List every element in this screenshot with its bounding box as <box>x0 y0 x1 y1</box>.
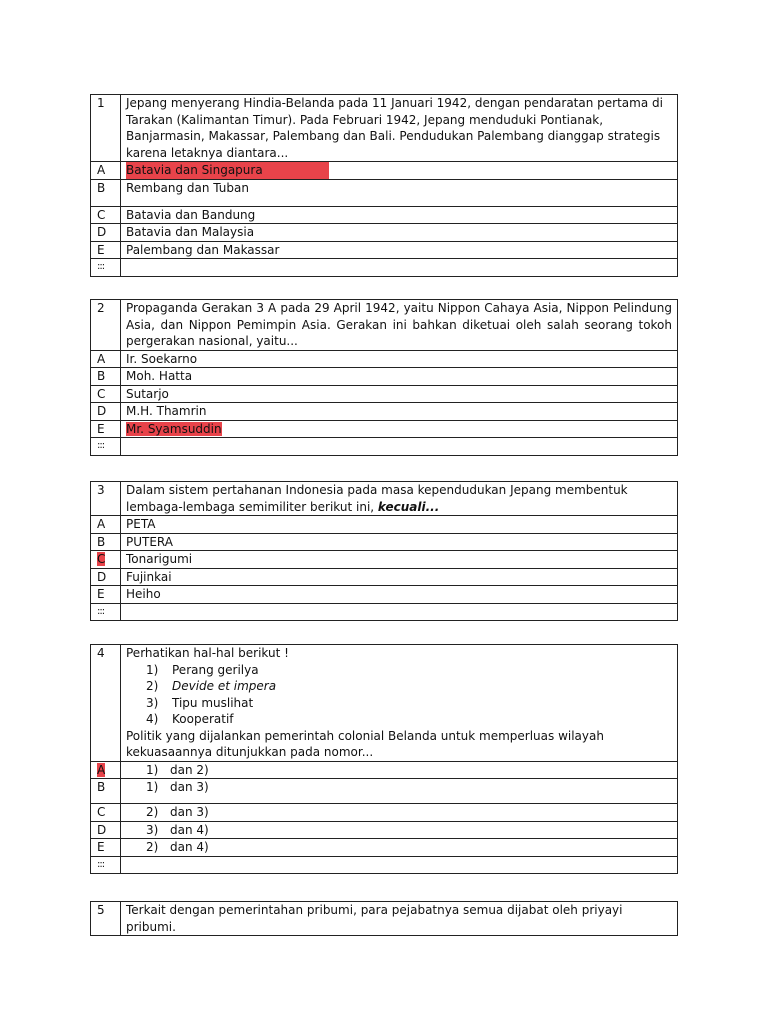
question-text: Terkait dengan pemerintahan pribumi, para pejabatnya semua dijabat oleh priyayi pribumi. <box>121 902 678 936</box>
option-key-answer <box>91 761 121 779</box>
answer-highlight: A <box>97 762 106 777</box>
option-text: Batavia dan Bandung <box>121 206 678 224</box>
answer-highlight: Batavia dan Singapura <box>126 162 329 179</box>
option-text: PETA <box>121 516 678 534</box>
option-key: B <box>91 533 121 551</box>
list-item: 3) Tipu muslihat <box>146 695 254 710</box>
option-text: Sutarjo <box>121 385 678 403</box>
empty-cell <box>121 856 678 874</box>
question-number: 5 <box>91 902 121 936</box>
question-5-table <box>90 901 678 936</box>
question-prompt: Politik yang dijalankan pemerintah colonial Belanda untuk memperluas wilayah kekuasaannya ditunjukkan pada nomor... <box>126 728 604 759</box>
option-key: A <box>91 162 121 180</box>
option-text: Moh. Hatta <box>121 368 678 386</box>
option-key: E <box>91 586 121 604</box>
answer-highlight: C <box>97 552 106 566</box>
option-text: 1) dan 2) <box>121 761 678 779</box>
option-key: A <box>91 516 121 534</box>
question-number: 1 <box>91 95 121 162</box>
option-text: M.H. Thamrin <box>121 403 678 421</box>
question-4-table <box>90 644 678 874</box>
more-options-marker: ::: <box>91 856 121 874</box>
list-item: 2) Devide et impera <box>146 679 277 693</box>
question-number: 2 <box>91 300 121 351</box>
option-key: D <box>91 568 121 586</box>
option-key: E <box>91 241 121 259</box>
more-options-marker: ::: <box>91 438 121 456</box>
option-key: D <box>91 821 121 839</box>
question-2-table <box>90 299 678 456</box>
question-1-table <box>90 94 678 277</box>
question-number: 4 <box>91 645 121 762</box>
question-3-table <box>90 481 678 621</box>
question-text: Jepang menyerang Hindia-Belanda pada 11 Januari 1942, dengan pendaratan pertama di Tarakan (Kalimantan Timur). Pada Februari 1942, Jepang menduduki Pontianak, Banjarmasin, Makassar, Palembang dan Bali. Pendudukan Palembang dianggap strategis karena letaknya diantara... <box>121 95 678 162</box>
empty-cell <box>121 603 678 621</box>
option-key: E <box>91 420 121 438</box>
option-text: Ir. Soekarno <box>121 350 678 368</box>
option-text-answer <box>121 162 678 180</box>
option-text: Fujinkai <box>121 568 678 586</box>
option-key: B <box>91 179 121 206</box>
empty-cell <box>121 259 678 277</box>
question-number: 3 <box>91 482 121 516</box>
question-text <box>121 482 678 516</box>
option-text: 1) dan 3) <box>121 779 678 804</box>
option-key: D <box>91 403 121 421</box>
option-text: Palembang dan Makassar <box>121 241 678 259</box>
option-key: D <box>91 224 121 242</box>
option-text: 2) dan 3) <box>121 804 678 822</box>
option-text-answer <box>121 420 678 438</box>
option-text: 2) dan 4) <box>121 839 678 857</box>
question-text <box>121 645 678 762</box>
option-text: Heiho <box>121 586 678 604</box>
option-key: B <box>91 779 121 804</box>
answer-highlight: Mr. Syamsuddin <box>126 421 222 436</box>
option-text: Tonarigumi <box>121 551 678 569</box>
more-options-marker: ::: <box>91 259 121 277</box>
list-item: 1) Perang gerilya <box>146 662 259 677</box>
question-text-main: Dalam sistem pertahanan Indonesia pada masa kependudukan Jepang membentuk lembaga-lembaga semimiliter berikut ini, <box>126 483 628 514</box>
option-text: Batavia dan Malaysia <box>121 224 678 242</box>
option-key-answer <box>91 551 121 569</box>
option-key: C <box>91 385 121 403</box>
option-key: C <box>91 206 121 224</box>
empty-cell <box>121 438 678 456</box>
option-key: A <box>91 350 121 368</box>
option-key: E <box>91 839 121 857</box>
statement-list <box>126 662 672 728</box>
option-key: C <box>91 804 121 822</box>
more-options-marker: ::: <box>91 603 121 621</box>
list-item: 4) Kooperatif <box>146 712 234 726</box>
question-intro: Perhatikan hal-hal berikut ! <box>126 646 289 660</box>
question-emphasis: kecuali... <box>377 499 440 514</box>
question-text: Propaganda Gerakan 3 A pada 29 April 1942, yaitu Nippon Cahaya Asia, Nippon Pelindung Asia, dan Nippon Pemimpin Asia. Gerakan ini bahkan diketuai oleh salah seorang tokoh pergerakan nasional, yaitu... <box>121 300 678 351</box>
option-text: 3) dan 4) <box>121 821 678 839</box>
option-text: PUTERA <box>121 533 678 551</box>
option-key: B <box>91 368 121 386</box>
option-text: Rembang dan Tuban <box>121 179 678 206</box>
